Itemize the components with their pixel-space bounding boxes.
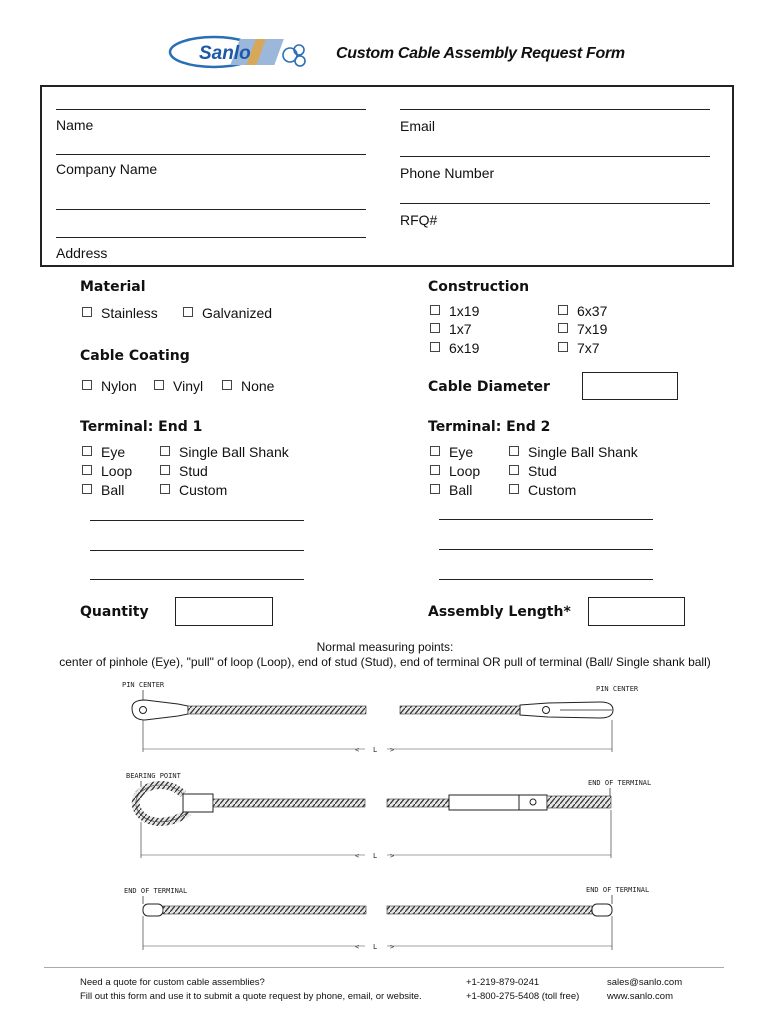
rfq-field[interactable] (400, 203, 710, 204)
checkbox[interactable] (430, 484, 440, 494)
assembly-length-input[interactable] (588, 597, 685, 626)
checkbox[interactable] (509, 446, 519, 456)
footer-divider (44, 967, 724, 968)
construction-option[interactable]: 7x19 (558, 321, 607, 337)
terminal1-option[interactable]: Ball (82, 482, 124, 498)
checkbox[interactable] (430, 465, 440, 475)
cable-segment (400, 706, 520, 714)
quantity-input[interactable] (175, 597, 273, 626)
cable-segment (213, 799, 365, 807)
measuring-note-title: Normal measuring points: (316, 640, 454, 654)
phone-label: Phone Number (400, 165, 495, 181)
terminal1-option[interactable]: Eye (82, 444, 125, 460)
page-title: Custom Cable Assembly Request Form (336, 45, 625, 62)
checkbox[interactable] (558, 305, 568, 315)
construction-option[interactable]: 6x19 (430, 340, 479, 356)
footer-intro (80, 976, 422, 1004)
company-field[interactable] (56, 154, 366, 155)
checkbox[interactable] (558, 323, 568, 333)
checkbox[interactable] (160, 465, 170, 475)
quantity-label: Quantity (80, 604, 149, 620)
terminal1-option[interactable]: Single Ball Shank (160, 444, 289, 460)
material-option-galvanized[interactable]: Galvanized (183, 305, 272, 321)
checkbox[interactable] (430, 305, 440, 315)
sanlo-logo (166, 33, 316, 73)
name-field[interactable] (56, 109, 366, 110)
terminal2-option[interactable]: Custom (509, 482, 576, 498)
material-option-stainless[interactable]: Stainless (82, 305, 158, 321)
terminal2-option[interactable]: Loop (430, 463, 480, 479)
material-heading: Material (80, 279, 146, 295)
footer-email-link[interactable]: sales@sanlo.com (607, 977, 683, 988)
footer-website-link[interactable]: www.sanlo.com (607, 991, 673, 1002)
dim-arrow: < (355, 746, 360, 754)
checkbox[interactable] (160, 446, 170, 456)
label-end-terminal-1: END OF TERMINAL (588, 779, 652, 787)
footer-contact (607, 976, 682, 1004)
terminal1-notes-line[interactable] (90, 550, 304, 551)
stud-terminal (449, 795, 519, 810)
label-end-terminal-2: END OF TERMINAL (124, 887, 188, 895)
phone-field[interactable] (400, 156, 710, 157)
checkbox[interactable] (154, 380, 164, 390)
dim-arrow: > (390, 746, 395, 754)
company-label: Company Name (56, 161, 158, 177)
terminal2-notes-line[interactable] (439, 549, 653, 550)
checkbox[interactable] (82, 380, 92, 390)
dim-arrow: > (390, 852, 395, 860)
footer-phones (466, 976, 579, 1004)
footer-phone1[interactable]: +1-219-879-0241 (466, 977, 540, 988)
measuring-note-detail: center of pinhole (Eye), "pull" of loop (Loop), end of stud (Stud), end of terminal OR pull of terminal (Ball/ Single shank ball) (59, 655, 711, 669)
label-pin-center-right: PIN CENTER (596, 685, 639, 693)
checkbox[interactable] (82, 307, 92, 317)
checkbox[interactable] (82, 465, 92, 475)
construction-option[interactable]: 7x7 (558, 340, 600, 356)
dim-arrow: < (355, 852, 360, 860)
terminal2-notes-line[interactable] (439, 579, 653, 580)
checkbox[interactable] (222, 380, 232, 390)
ball-terminal-left (143, 904, 163, 916)
dim-label: L (373, 746, 378, 754)
terminal2-option[interactable]: Eye (430, 444, 473, 460)
ball-terminal-right (592, 904, 612, 916)
construction-option[interactable]: 1x19 (430, 303, 479, 319)
sleeve (183, 794, 213, 812)
checkbox[interactable] (160, 484, 170, 494)
footer-line2: Fill out this form and use it to submit a quote request by phone, email, or website. (80, 991, 422, 1002)
cable-segment (387, 799, 449, 807)
dim-label: L (373, 852, 378, 860)
loop-terminal (136, 785, 188, 822)
footer-line1: Need a quote for custom cable assemblies? (80, 977, 265, 988)
coating-option-none[interactable]: None (222, 378, 274, 394)
label-pin-center-left: PIN CENTER (122, 681, 165, 689)
checkbox[interactable] (82, 484, 92, 494)
checkbox[interactable] (430, 323, 440, 333)
construction-heading: Construction (428, 279, 530, 295)
terminal1-notes-line[interactable] (90, 579, 304, 580)
terminal1-option[interactable]: Loop (82, 463, 132, 479)
eye-terminal-left (132, 700, 188, 720)
checkbox[interactable] (82, 446, 92, 456)
email-label: Email (400, 118, 436, 134)
name-label: Name (56, 117, 94, 133)
construction-option[interactable]: 6x37 (558, 303, 607, 319)
terminal2-option[interactable]: Ball (430, 482, 472, 498)
cable-segment (163, 906, 366, 914)
dim-arrow: > (390, 943, 395, 951)
terminal2-heading: Terminal: End 2 (428, 419, 551, 435)
coating-heading: Cable Coating (80, 348, 190, 364)
logo-text: Sanlo (199, 43, 251, 64)
dim-label: L (373, 943, 378, 951)
terminal1-option[interactable]: Custom (160, 482, 227, 498)
checkbox[interactable] (558, 342, 568, 352)
diameter-input[interactable] (582, 372, 678, 400)
terminal1-notes-line[interactable] (90, 520, 304, 521)
coating-option-nylon[interactable]: Nylon (82, 378, 137, 394)
checkbox[interactable] (183, 307, 193, 317)
footer-phone2[interactable]: +1-800-275-5408 (toll free) (466, 991, 580, 1002)
measuring-diagram (0, 672, 770, 962)
address-field-line2[interactable] (56, 237, 366, 238)
terminal2-option[interactable]: Stud (509, 463, 557, 479)
email-field[interactable] (400, 109, 710, 110)
checkbox[interactable] (430, 342, 440, 352)
address-label: Address (56, 245, 108, 261)
cable-segment (387, 906, 592, 914)
terminal2-option[interactable]: Single Ball Shank (509, 444, 638, 460)
diameter-label: Cable Diameter (428, 379, 550, 395)
terminal1-heading: Terminal: End 1 (80, 419, 203, 435)
checkbox[interactable] (430, 446, 440, 456)
checkbox[interactable] (509, 484, 519, 494)
terminal2-notes-line[interactable] (439, 519, 653, 520)
dim-arrow: < (355, 943, 360, 951)
coating-option-vinyl[interactable]: Vinyl (154, 378, 203, 394)
cable-segment (188, 706, 366, 714)
construction-option[interactable]: 1x7 (430, 321, 472, 337)
terminal1-option[interactable]: Stud (160, 463, 208, 479)
address-field-line1[interactable] (56, 209, 366, 210)
label-end-terminal-3: END OF TERMINAL (586, 886, 650, 894)
assembly-length-label: Assembly Length* (428, 604, 571, 620)
rfq-label: RFQ# (400, 212, 438, 228)
label-bearing-point: BEARING POINT (126, 772, 181, 780)
checkbox[interactable] (509, 465, 519, 475)
